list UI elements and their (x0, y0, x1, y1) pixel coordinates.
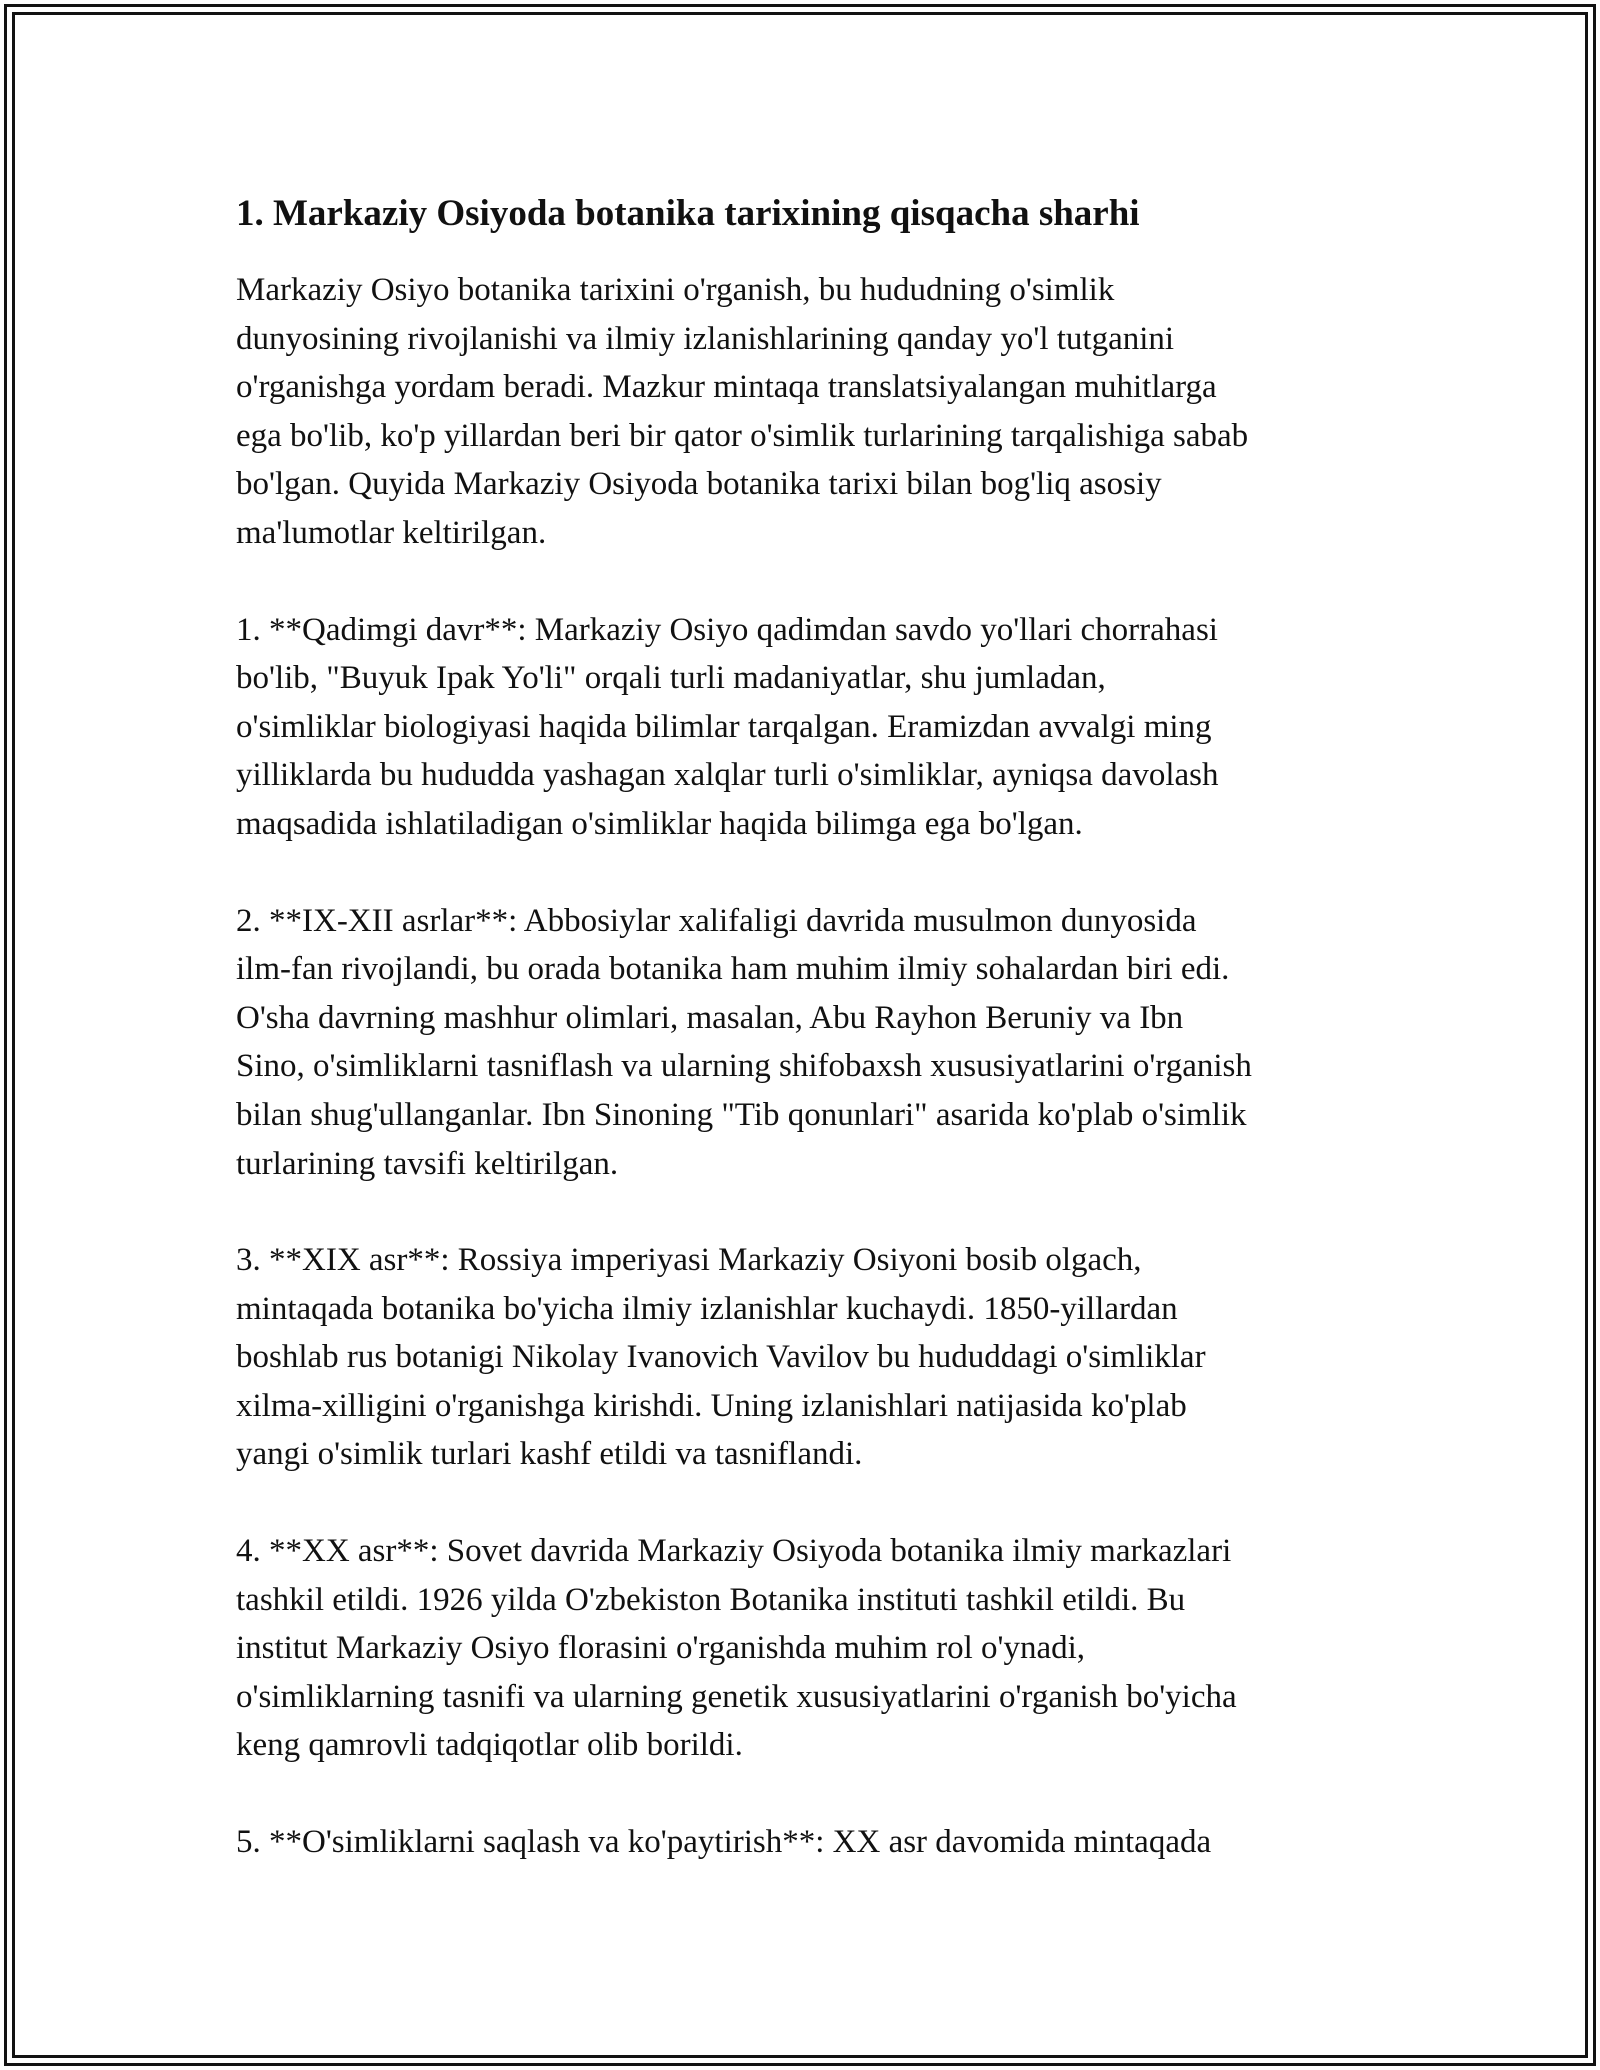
text-line: xilma-xilligini o'rganishga kirishdi. Uning izlanishlari natijasida ko'plab (236, 1387, 1187, 1424)
text-line: turlarining tavsifi keltirilgan. (236, 1145, 619, 1182)
text-line: 3. **XIX asr**: Rossiya imperiyasi Markaziy Osiyoni bosib olgach, (236, 1242, 1142, 1279)
text-line: yilliklarda bu hududda yashagan xalqlar turli o'simliklar, ayniqsa davolash (236, 757, 1219, 794)
text-line: boshlab rus botanigi Nikolay Ivanovich Vavilov bu hududdagi o'simliklar (236, 1339, 1206, 1376)
text-line: Markaziy Osiyo botanika tarixini o'rganish, bu hududning o'simlik (236, 272, 1115, 308)
text-line: tashkil etildi. 1926 yilda O'zbekiston Botanika instituti tashkil etildi. Bu (236, 1581, 1186, 1618)
text-line: 4. **XX asr**: Sovet davrida Markaziy Osiyoda botanika ilmiy markazlari (236, 1533, 1232, 1570)
text-line: bilan shug'ullanganlar. Ibn Sinoning "Tib qonunlari" asarida ko'plab o'simlik (236, 1096, 1247, 1133)
text-line: ma'lumotlar keltirilgan. (236, 514, 547, 551)
document-title: 1. Markaziy Osiyoda botanika tarixining qisqacha sharhi (236, 193, 1140, 234)
list-item-4-paragraph (236, 1527, 1376, 1770)
text-line: bo'lgan. Quyida Markaziy Osiyoda botanika tarixi bilan bog'liq asosiy (236, 466, 1162, 503)
intro-paragraph (236, 266, 1376, 558)
text-line: yangi o'simlik turlari kashf etildi va tasniflandi. (236, 1436, 863, 1473)
text-line: O'sha davrning mashhur olimlari, masalan, Abu Rayhon Beruniy va Ibn (236, 999, 1184, 1036)
text-line: 1. **Qadimgi davr**: Markaziy Osiyo qadimdan savdo yo'llari chorrahasi (236, 611, 1218, 648)
text-line: maqsadida ishlatiladigan o'simliklar haqida bilimga ega bo'lgan. (236, 805, 1083, 842)
text-line: dunyosining rivojlanishi va ilmiy izlanishlarining qanday yo'l tutganini (236, 320, 1175, 357)
document-body (236, 186, 1376, 1915)
list-item-3-paragraph (236, 1236, 1376, 1479)
text-line: mintaqada botanika bo'yicha ilmiy izlanishlar kuchaydi. 1850-yillardan (236, 1290, 1178, 1327)
text-line: bo'lib, "Buyuk Ipak Yo'li" orqali turli madaniyatlar, shu jumladan, (236, 660, 1106, 697)
text-line: institut Markaziy Osiyo florasini o'rganishda muhim rol o'ynadi, (236, 1630, 1086, 1667)
text-line: Sino, o'simliklarni tasniflash va ularning shifobaxsh xususiyatlarini o'rganish (236, 1048, 1252, 1085)
list-item-1-paragraph (236, 606, 1376, 849)
text-line: keng qamrovli tadqiqotlar olib borildi. (236, 1727, 743, 1764)
text-line: o'simliklar biologiyasi haqida bilimlar tarqalgan. Eramizdan avvalgi ming (236, 708, 1212, 745)
text-line: o'simliklarning tasnifi va ularning genetik xususiyatlarini o'rganish bo'yicha (236, 1678, 1237, 1715)
text-line: ilm-fan rivojlandi, bu orada botanika ham muhim ilmiy sohalardan biri edi. (236, 951, 1230, 988)
text-line: o'rganishga yordam beradi. Mazkur mintaqa translatsiyalangan muhitlarga (236, 369, 1217, 406)
text-line: ega bo'lib, ko'p yillardan beri bir qator o'simlik turlarining tarqalishiga sabab (236, 417, 1249, 454)
list-item-5-paragraph (236, 1818, 1376, 1867)
list-item-2-paragraph (236, 897, 1376, 1189)
text-line: 5. **O'simliklarni saqlash va ko'paytirish**: XX asr davomida mintaqada (236, 1824, 1212, 1861)
text-line: 2. **IX-XII asrlar**: Abbosiylar xalifaligi davrida musulmon dunyosida (236, 902, 1197, 939)
